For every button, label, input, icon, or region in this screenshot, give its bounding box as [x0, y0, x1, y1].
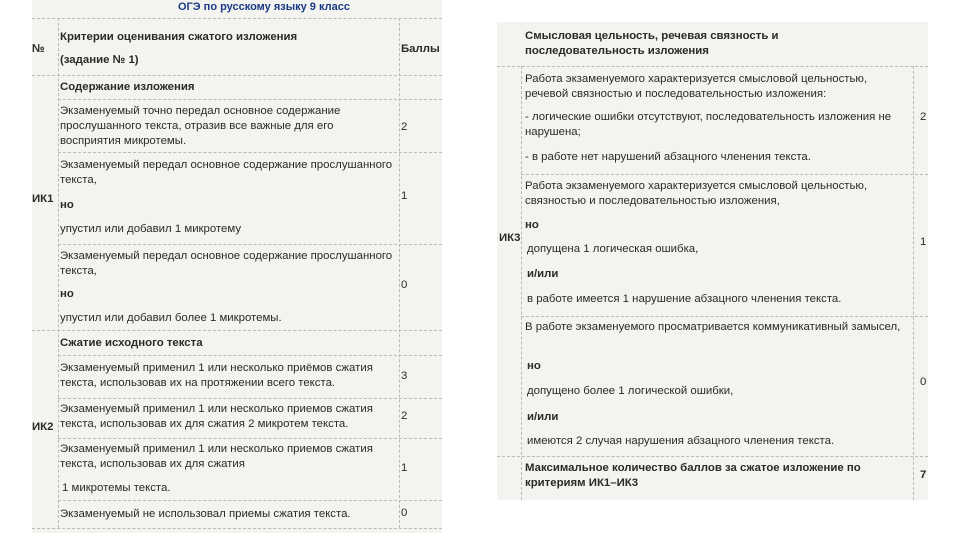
- ik3-row1-bullet1: - логические ошибки отсутствуют, последовательность изложения не нарушена;: [525, 111, 892, 138]
- ik2-row1-text: Экзаменуемый применил 1 или несколько приёмов сжатия текста, использовав их на протяжении всего текста.: [60, 362, 373, 389]
- ik2-row4-score: 0: [401, 507, 408, 519]
- left-criteria-table: [32, 0, 442, 533]
- ik2-row3-text: Экзаменуемый применил 1 или несколько приемов сжатия текста, использовав их для сжатия: [60, 443, 373, 470]
- ik3-row1-score: 2: [920, 111, 927, 123]
- ik3-row3-score: 0: [920, 376, 927, 388]
- grid-line: [521, 316, 928, 317]
- max-score-value: 7: [920, 469, 927, 481]
- grid-line: [497, 66, 928, 67]
- ik1-row2-tail: упустил или добавил 1 микротему: [60, 223, 242, 235]
- ik1-row2-text: Экзаменуемый передал основное содержание прослушанного текста,: [60, 159, 393, 186]
- right-criteria-table: [497, 22, 928, 500]
- ik3-row2-text: Работа экзаменуемого характеризуется смысловой цельностью, связностью и последовательностью изложения,: [525, 180, 868, 207]
- criterion-code-ik1: ИК1: [32, 193, 54, 205]
- ik3-row2-but: но: [525, 219, 539, 231]
- criterion-code-ik2: ИК2: [32, 421, 54, 433]
- grid-line: [497, 456, 928, 457]
- grid-line: [399, 18, 400, 528]
- grid-line: [32, 330, 442, 331]
- grid-line: [58, 244, 442, 245]
- section-content-heading: Содержание изложения: [60, 81, 195, 93]
- section-compression-heading: Сжатие исходного текста: [60, 337, 203, 349]
- grid-line: [521, 66, 522, 500]
- ik1-row2-score: 1: [401, 190, 408, 202]
- grid-line: [521, 174, 928, 175]
- ik2-row2-text: Экзаменуемый применил 1 или несколько приемов сжатия текста, использовав их для сжатия 2 микротем текста.: [60, 403, 373, 430]
- ik2-row1-score: 3: [401, 370, 408, 382]
- grid-line: [32, 18, 442, 19]
- ik3-row2-or: и/или: [527, 268, 559, 280]
- ik1-row3-score: 0: [401, 279, 408, 291]
- ik3-row2-bullet1: допущена 1 логическая ошибка,: [527, 243, 699, 255]
- ik2-row3-tail: 1 микротемы текста.: [62, 482, 171, 494]
- grid-line: [32, 528, 442, 529]
- ik1-row3-but: но: [60, 288, 74, 300]
- task-label: (задание № 1): [60, 54, 139, 66]
- ik2-row2-score: 2: [401, 410, 408, 422]
- grid-line: [58, 355, 442, 356]
- ik1-row1-score: 2: [401, 121, 408, 133]
- grid-line: [58, 99, 442, 100]
- grid-line: [58, 398, 442, 399]
- ik3-row1-text: Работа экзаменуемого характеризуется смысловой цельностью, речевой связностью и последовательностью изложения:: [525, 73, 868, 100]
- ik1-row3-tail: упустил или добавил более 1 микротемы.: [60, 312, 282, 324]
- ik3-row3-or: и/или: [527, 411, 559, 423]
- page-title: ОГЭ по русскому языку 9 класс: [178, 1, 350, 13]
- ik1-row2-but: но: [60, 199, 74, 211]
- section-coherence-heading: Смысловая цельность, речевая связность и последовательность изложения: [525, 30, 779, 57]
- grid-line: [58, 152, 442, 153]
- ik3-row2-score: 1: [920, 236, 927, 248]
- grid-line: [58, 18, 59, 528]
- criterion-code-ik3: ИК3: [499, 232, 521, 244]
- ik1-row1-text: Экзаменуемый точно передал основное содержание прослушанного текста, отразив все важные для его восприятия микротемы.: [60, 105, 341, 147]
- criteria-header: Критерии оценивания сжатого изложения: [60, 31, 298, 43]
- ik3-row3-bullet1: допущено более 1 логической ошибки,: [527, 385, 734, 397]
- max-score-label: Максимальное количество баллов за сжатое изложение по критериям ИК1–ИК3: [525, 462, 861, 489]
- ik3-row3-bullet2: имеются 2 случая нарушения абзацного членения текста.: [527, 435, 835, 447]
- ik3-row1-bullet2: - в работе нет нарушений абзацного членения текста.: [525, 151, 811, 163]
- ik1-row3-text: Экзаменуемый передал основное содержание прослушанного текста,: [60, 250, 393, 277]
- ik2-row4-text: Экзаменуемый не использовал приемы сжатия текста.: [60, 508, 351, 520]
- grid-line: [32, 75, 442, 76]
- grid-line: [58, 438, 442, 439]
- ik3-row2-bullet2: в работе имеется 1 нарушение абзацного членения текста.: [527, 293, 842, 305]
- grid-line: [913, 66, 914, 500]
- points-header: Баллы: [401, 43, 440, 55]
- ik3-row3-text: В работе экзаменуемого просматривается коммуникативный замысел,: [525, 321, 901, 333]
- grid-line: [58, 500, 442, 501]
- number-header: №: [32, 43, 45, 55]
- ik3-row3-but: но: [527, 360, 541, 372]
- ik2-row3-score: 1: [401, 462, 408, 474]
